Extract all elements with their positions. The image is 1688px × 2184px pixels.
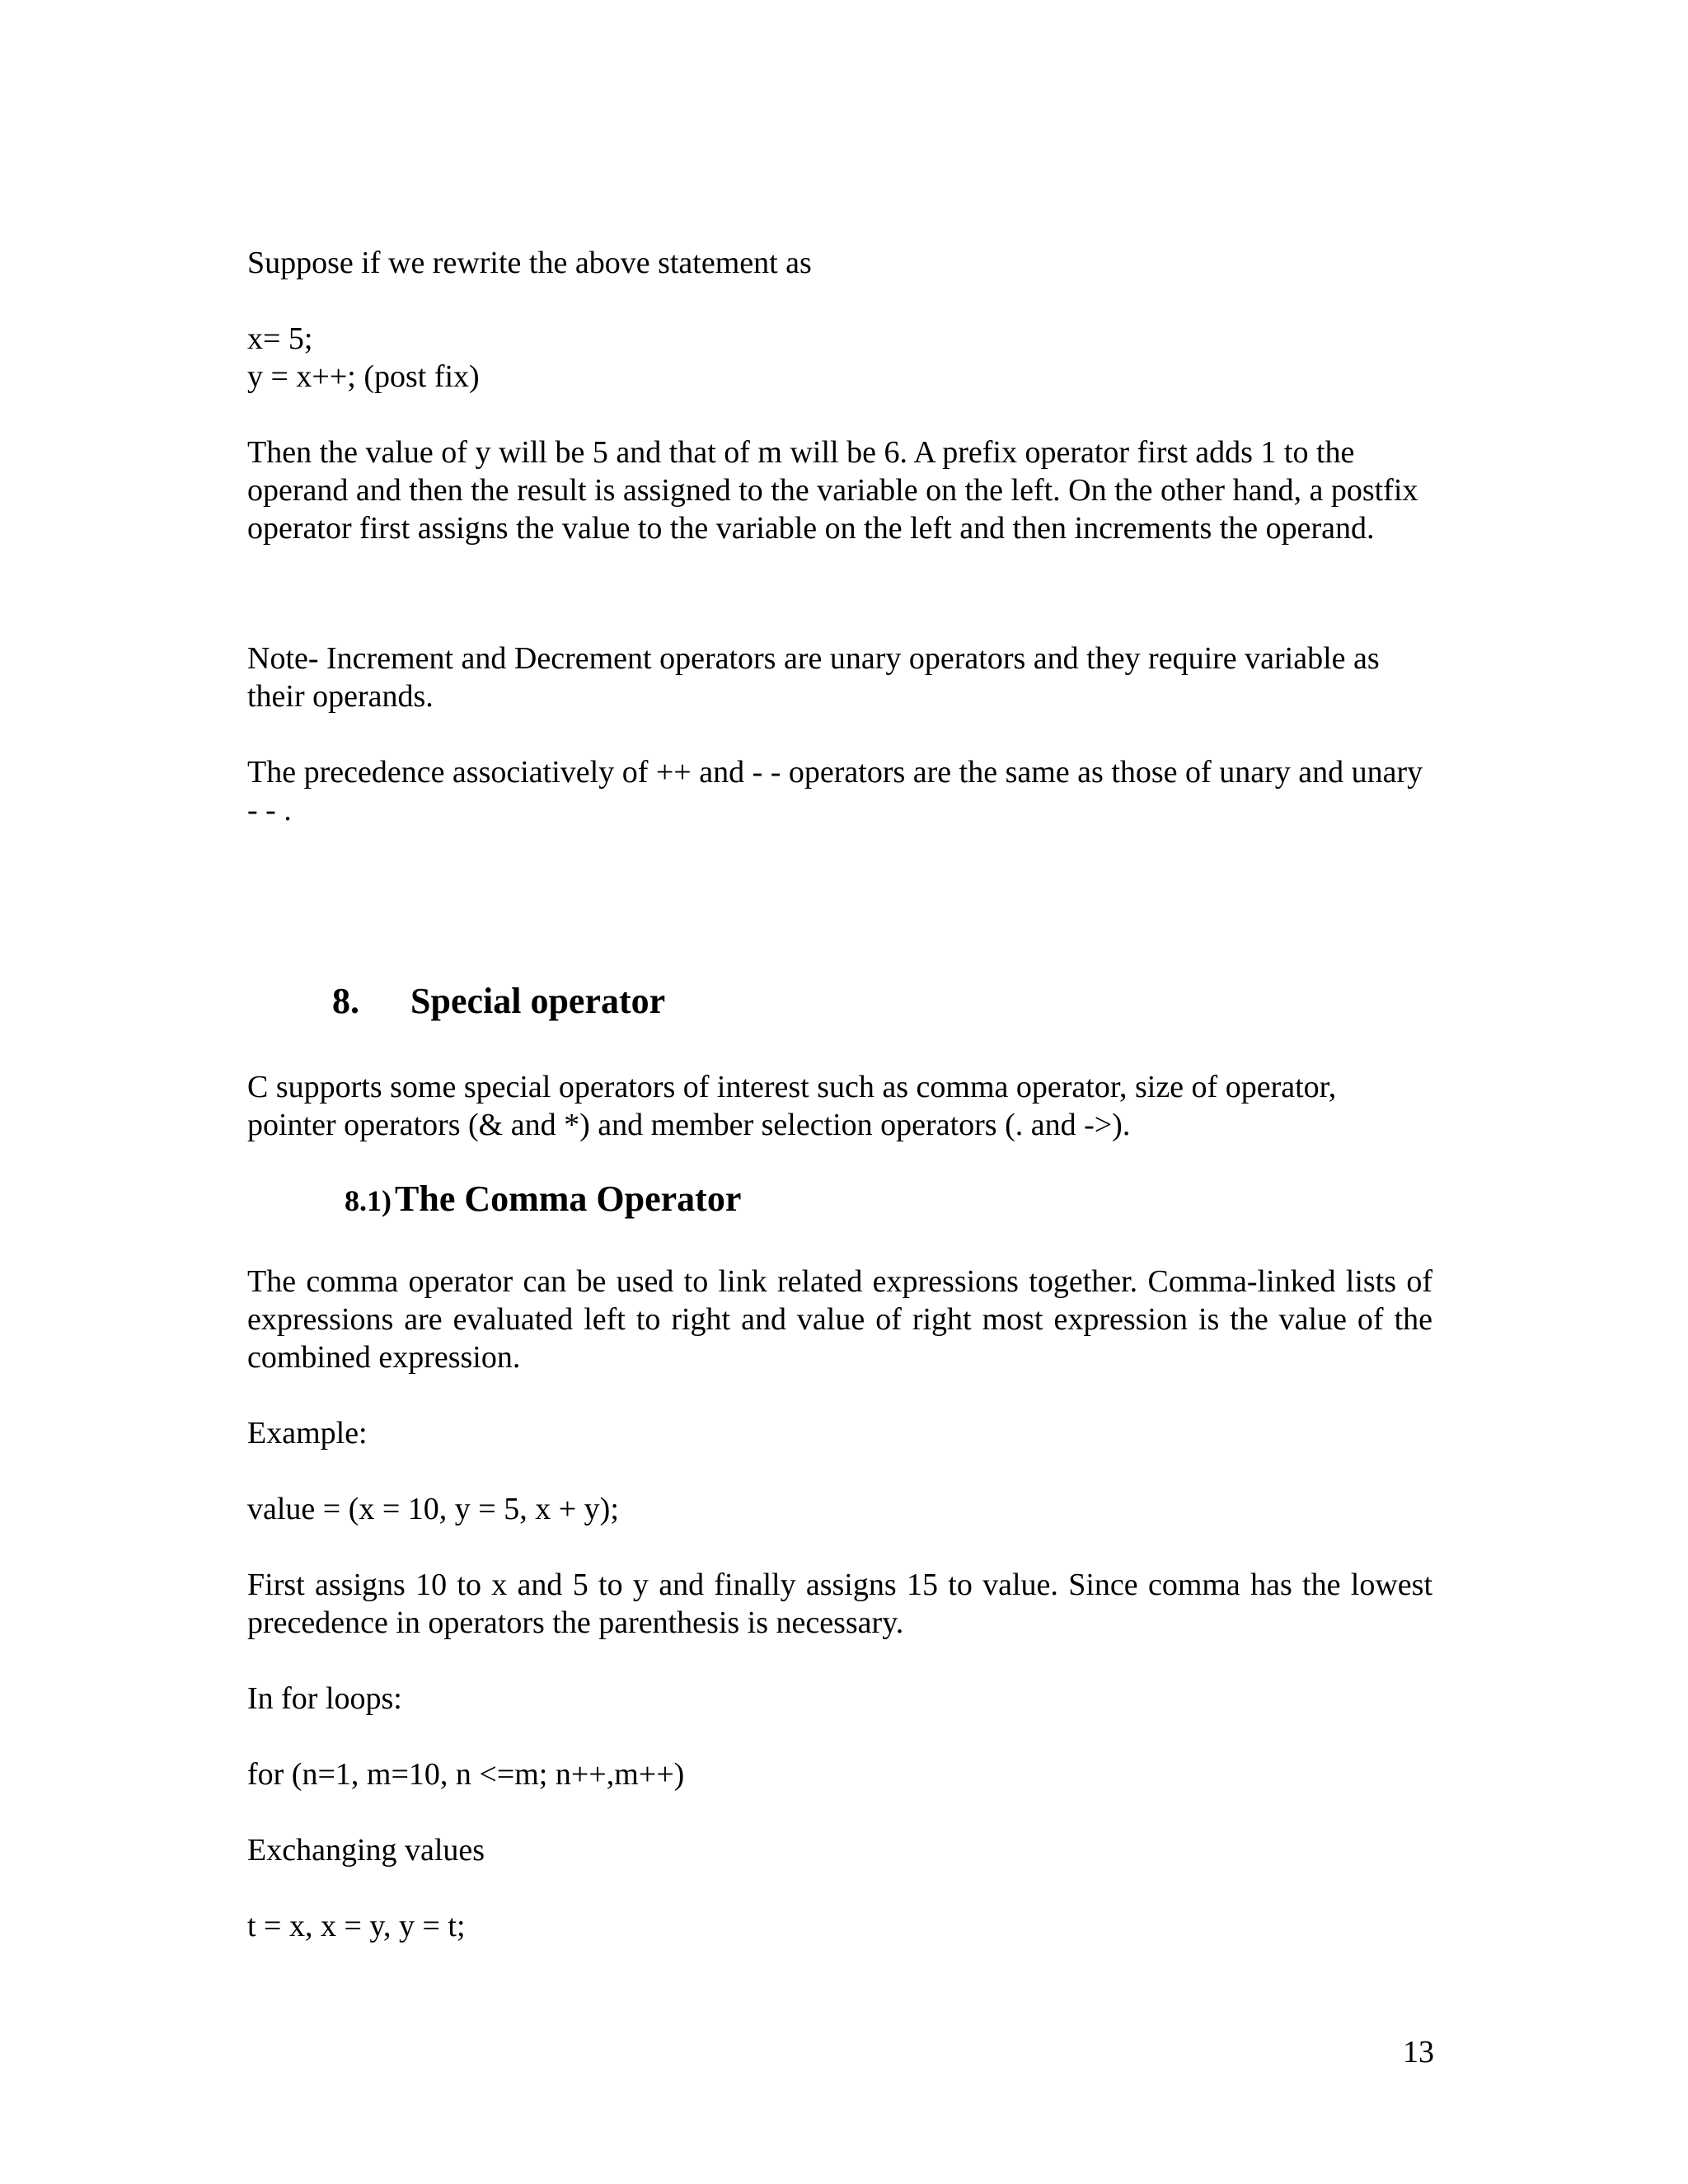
section-title: Special operator: [410, 981, 666, 1021]
paragraph-note: Note- Increment and Decrement operators are unary operators and they require variable as their operands.: [247, 641, 1380, 714]
subsection-title: The Comma Operator: [395, 1179, 742, 1219]
code-for-loop: for (n=1, m=10, n <=m; n++,m++): [247, 1757, 685, 1792]
paragraph-special-operators: C supports some special operators of interest such as comma operator, size of operator, pointer operators (& and *) and member selection operators (. and ->).: [247, 1070, 1337, 1142]
example-label: Example:: [247, 1416, 368, 1451]
section-8-1-heading: [345, 1177, 741, 1230]
page-number: 13: [1403, 2035, 1434, 2069]
paragraph-precedence: The precedence associatively of ++ and - - operators are the same as those of unary and unary - - .: [247, 755, 1423, 827]
for-loops-label: In for loops:: [247, 1681, 402, 1716]
paragraph-comma-operator: The comma operator can be used to link related expressions together. Comma-linked lists of expressions are evaluated left to right and value of right most expression is the value of the combined expression.: [247, 1264, 1432, 1375]
subsection-number: 8.1): [345, 1184, 392, 1217]
section-number: 8.: [332, 981, 359, 1021]
code-postfix-example: [247, 320, 1434, 396]
paragraph-prefix-postfix: Then the value of y will be 5 and that of m will be 6. A prefix operator first adds 1 to the operand and then the result is assigned to the variable on the left. On the other hand, a postfix operator first assigns the value to the variable on the left and then increments the operand.: [247, 435, 1418, 546]
exchanging-values-label: Exchanging values: [247, 1833, 485, 1868]
code-line: y = x++; (post fix): [247, 359, 480, 394]
code-line: x= 5;: [247, 321, 313, 356]
section-8-heading: [332, 979, 665, 1024]
paragraph-comma-explanation: First assigns 10 to x and 5 to y and finally assigns 15 to value. Since comma has the lowest precedence in operators the parenthesis is necessary.: [247, 1568, 1432, 1640]
code-comma-example: value = (x = 10, y = 5, x + y);: [247, 1492, 619, 1526]
paragraph-rewrite-intro: Suppose if we rewrite the above statement as: [247, 246, 812, 280]
code-exchange: t = x, x = y, y = t;: [247, 1909, 466, 1943]
